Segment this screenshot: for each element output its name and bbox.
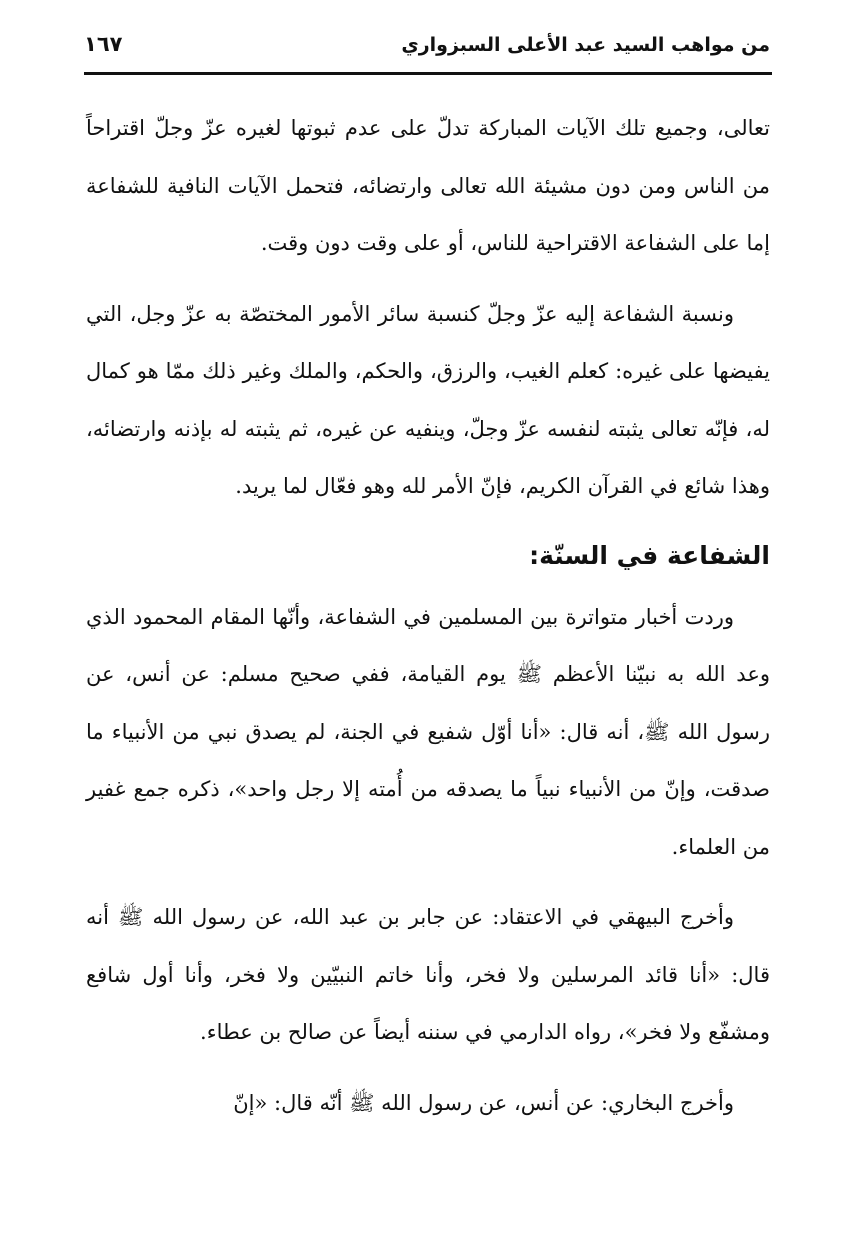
section-heading: الشفاعة في السنّة:	[529, 540, 770, 570]
book-title: من مواهب السيد عبد الأعلى السبزواري	[401, 34, 770, 56]
running-header	[84, 28, 770, 68]
page-number: ١٦٧	[84, 32, 123, 56]
paragraph: وردت أخبار متواترة بين المسلمين في الشفاعة، وأنّها المقام المحمود الذي وعد الله به نبيّنا الأعظم ﷺ يوم القيامة، ففي صحيح مسلم: عن أنس، عن رسول الله ﷺ، أنه قال: «أنا أوّل شفيع في الجنة، لم يصدق نبي من الأنبياء ما صدقت، وإنّ من الأنبياء نبياً ما يصدقه من أُمته إلا رجل واحد»، ذكره جمع غفير من العلماء.	[86, 604, 770, 859]
paragraph: تعالى، وجميع تلك الآيات المباركة تدلّ على عدم ثبوتها لغيره عزّ وجلّ اقتراحاً من الناس ومن دون مشيئة الله تعالى وارتضائه، فتحمل الآيات النافية للشفاعة إما على الشفاعة الاقتراحية للناس، أو على وقت دون وقت.	[86, 116, 770, 255]
paragraph: ونسبة الشفاعة إليه عزّ وجلّ كنسبة سائر الأمور المختصّة به عزّ وجل، التي يفيضها على غيره: كعلم الغيب، والرزق، والحكم، والملك وغير ذلك ممّا هو كمال له، فإنّه تعالى يثبته لنفسه عزّ وجلّ، وينفيه عن غيره، ثم يثبته له بإذنه وارتضائه، وهذا شائع في القرآن الكريم، فإنّ الأمر لله وهو فعّال لما يريد.	[86, 301, 770, 498]
page-body	[86, 100, 770, 1145]
paragraph: وأخرج البخاري: عن أنس، عن رسول الله ﷺ أنّه قال: «إنّ	[233, 1090, 734, 1115]
paragraph: وأخرج البيهقي في الاعتقاد: عن جابر بن عبد الله، عن رسول الله ﷺ أنه قال: «أنا قائد المرسلين ولا فخر، وأنا خاتم النبيّين ولا فخر، وأنا أول شافع ومشفّع ولا فخر»، رواه الدارمي في سننه أيضاً عن صالح بن عطاء.	[86, 905, 770, 1044]
header-divider	[84, 72, 772, 75]
